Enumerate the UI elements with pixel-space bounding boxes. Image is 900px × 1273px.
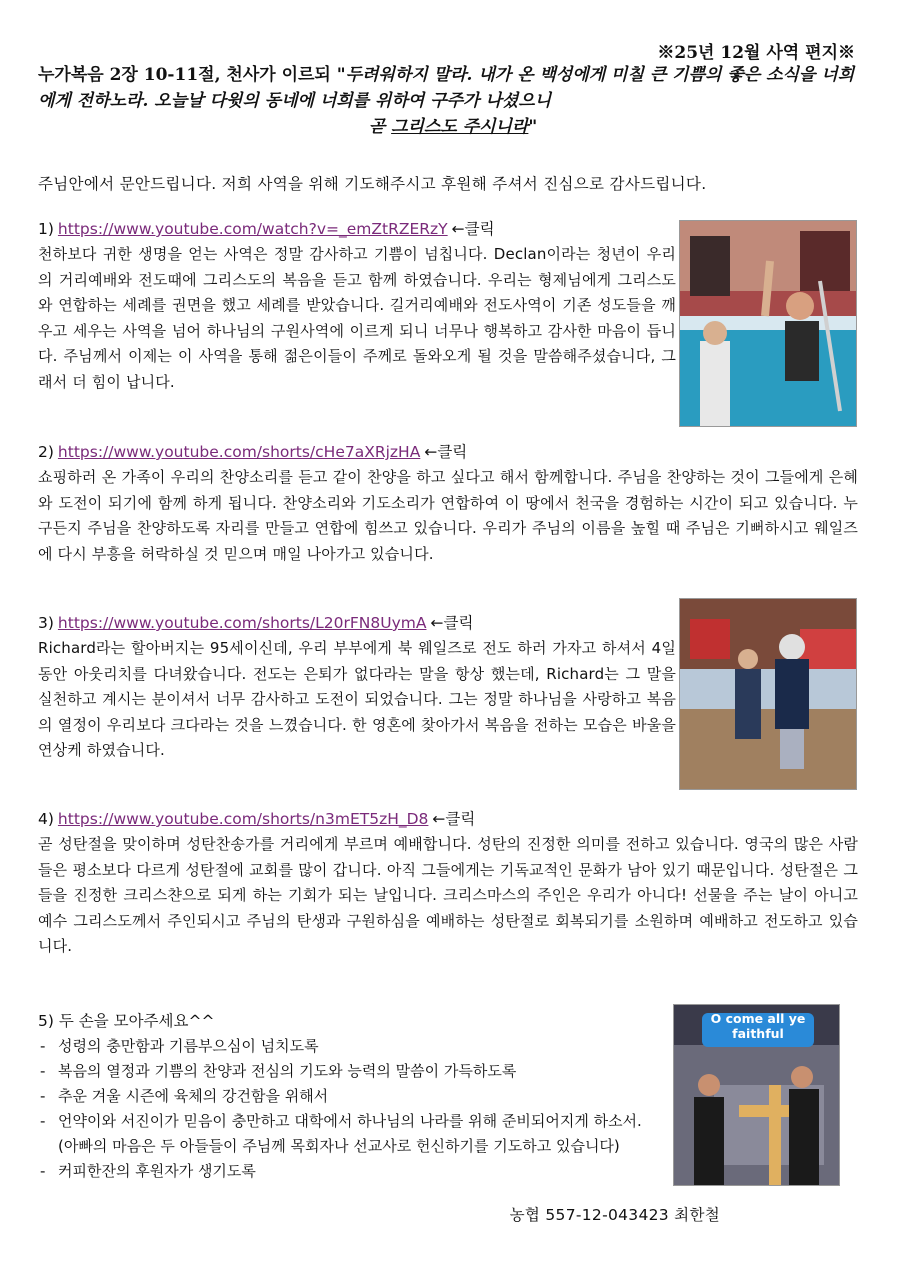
- prayer-list: [38, 1034, 678, 1184]
- section-1-body: 천하보다 귀한 생명을 얻는 사역은 정말 감사하고 기쁨이 넘칩니다. Declan이라는 청년이 우리의 거리예배와 전도때에 그리스도의 복음을 듣고 함께 하였습니다. 우리는 형제님에게 그리스도와 연합하는 세례를 권면을 했고 세례를 받았습니다. 길거리예배와 전도사역이 기존 성도들을 깨우고 세우는 사역을 넘어 하나님의 구원사역에 이르게 되니 너무나 행복하고 감사한 마음이 듭니다. 주님께서 이제는 이 사역을 통해 젊은이들이 주께로 돌와오게 될 것을 말씀해주셨습니다, 그래서 더 힘이 납니다.: [38, 245, 676, 391]
- photo-caption: O come all ye faithful: [710, 1011, 806, 1041]
- section-2: [38, 441, 858, 567]
- section-3-body: Richard라는 할아버지는 95세이신데, 우리 부부에게 북 웨일즈로 전도 하러 가자고 하셔서 4일 동안 아웃리치를 다녀왔습니다. 전도는 은퇴가 없다라는 말을 항상 했는데, Richard는 그 말을 실천하고 계시는 분이셔서 너무 감사하고 도전이 되었습니다. 그는 정말 하나님을 사랑하고 복음의 열정이 우리보다 크다라는 것을 느꼈습니다. 한 영혼에 찾아가서 복음을 전하는 모습은 바울을 연상케 하였습니다.: [38, 639, 676, 759]
- christmas-photo: [673, 1004, 840, 1186]
- baptism-photo: [679, 220, 857, 427]
- prayer-section: [38, 1010, 678, 1184]
- verse-quote: "두려워하지 말라. 내가 온 백성에게 미칠 큰 기쁨의 좋은 소식을 너희에게 전하노라. 오늘날 다윗의 동네에 너희를 위하여 구주가 나셨으니: [38, 65, 855, 111]
- bible-verse: [38, 62, 868, 140]
- prayer-item: - 추운 겨울 시즌에 육체의 강건함을 위해서: [38, 1084, 678, 1109]
- prayer-title: 5) 두 손을 모아주세요^^: [38, 1012, 215, 1030]
- section-3: [38, 612, 676, 764]
- prayer-item: - 언약이와 서진이가 믿음이 충만하고 대학에서 하나님의 나라를 위해 준비되어지게 하소서.(아빠의 마음은 두 아들들이 주님께 목회자나 선교사로 헌신하기를 기도하고 있습니다): [38, 1109, 658, 1159]
- prayer-item: - 커피한잔의 후원자가 생기도록: [38, 1159, 678, 1184]
- verse-quote-end: 곧 그리스도 주시니라": [368, 117, 538, 137]
- section-1-header: 1) https://www.youtube.com/watch?v=_emZtRZERzY ←클릭: [38, 220, 495, 238]
- section-4-link[interactable]: https://www.youtube.com/shorts/n3mET5zH_D8: [57, 810, 429, 828]
- section-4-header: 4) https://www.youtube.com/shorts/n3mET5zH_D8 ←클릭: [38, 810, 476, 828]
- section-4: [38, 808, 858, 960]
- section-2-body: 쇼핑하러 온 가족이 우리의 찬양소리를 듣고 같이 찬양을 하고 싶다고 해서 함께합니다. 주님을 찬양하는 것이 그들에게 은혜와 도전이 되기에 함께 하게 됩니다. 찬양소리와 기도소리가 연합하여 이 땅에서 천국을 경험하는 시간이 되고 있습니다. 누구든지 주님을 찬양하도록 자리를 만들고 연합에 힘쓰고 있습니다. 우리가 주님의 이름을 높힐 때 주님은 기뻐하시고 웨일즈에 다시 부흥을 허락하실 것 믿으며 매일 나아가고 있습니다.: [38, 468, 858, 563]
- section-3-header: 3) https://www.youtube.com/shorts/L20rFN8UymA ←클릭: [38, 614, 474, 632]
- outreach-photo: [679, 598, 857, 790]
- bank-account: 농협 557-12-043423 최한철: [509, 1206, 720, 1224]
- verse-reference: 누가복음 2장 10-11절, 천사가 이르되: [38, 65, 337, 85]
- prayer-item: - 성령의 충만함과 기름부으심이 넘치도록: [38, 1034, 678, 1059]
- prayer-item: - 복음의 열정과 기쁨의 찬양과 전심의 기도와 능력의 말씀이 가득하도록: [38, 1059, 678, 1084]
- section-2-header: 2) https://www.youtube.com/shorts/cHe7aXRjzHA ←클릭: [38, 443, 468, 461]
- letter-title: ※25년 12월 사역 편지※: [657, 43, 855, 63]
- section-1-link[interactable]: https://www.youtube.com/watch?v=_emZtRZERzY: [57, 220, 448, 238]
- section-3-link[interactable]: https://www.youtube.com/shorts/L20rFN8UymA: [57, 614, 427, 632]
- greeting: 주님안에서 문안드립니다. 저희 사역을 위해 기도해주시고 후원해 주셔서 진심으로 감사드립니다.: [38, 175, 707, 193]
- section-1: [38, 218, 676, 395]
- section-2-link[interactable]: https://www.youtube.com/shorts/cHe7aXRjzHA: [57, 443, 421, 461]
- section-4-body: 곧 성탄절을 맞이하며 성탄찬송가를 거리에게 부르며 예배합니다. 성탄의 진정한 의미를 전하고 있습니다. 영국의 많은 사람들은 평소보다 다르게 성탄절에 교회를 많이 갑니다. 아직 그들에게는 기독교적인 문화가 남아 있기 때문입니다. 성탄절은 그들을 진정한 크리스챤으로 되게 하는 기회가 되는 날입니다. 크리스마스의 주인은 우리가 아니다! 선물을 주는 날이 아니고 예수 그리스도께서 주인되시고 주님의 탄생과 구원하심을 예배하는 성탄절로 회복되기를 소원하며 예배하고 전도하고 있습니다.: [38, 835, 858, 955]
